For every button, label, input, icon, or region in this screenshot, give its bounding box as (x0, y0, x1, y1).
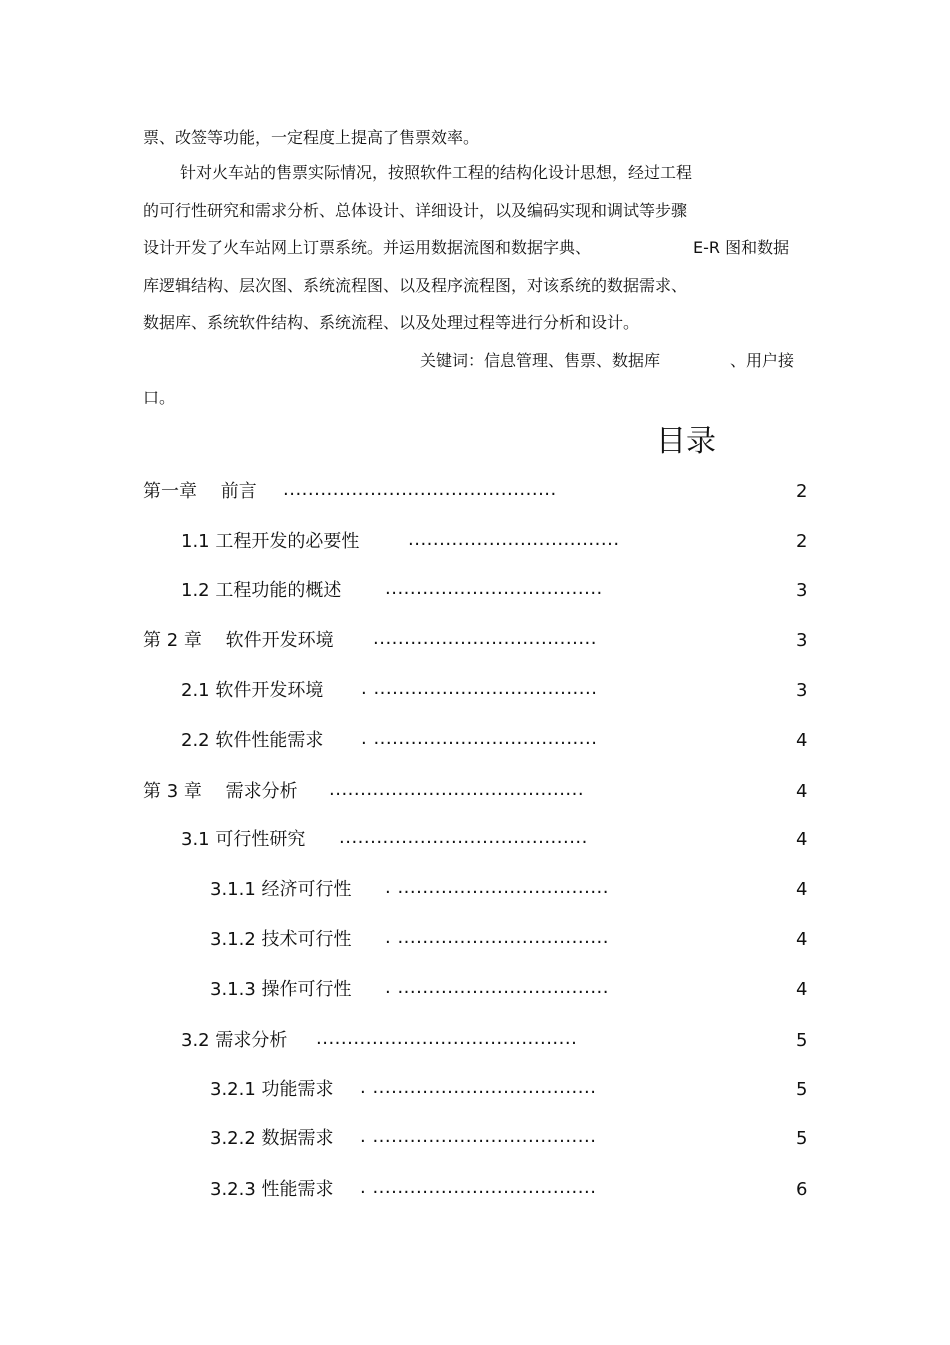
toc-entry-label: 3.2 需求分析 (181, 1030, 288, 1051)
toc-entry-leader: . .................................. (385, 927, 609, 948)
toc-entry-leader: .................................... (373, 628, 597, 649)
abstract-line: 针对火车站的售票实际情况，按照软件工程的结构化设计思想，经过工程 (180, 163, 693, 182)
toc-title: 目录 (656, 424, 716, 459)
abstract-line: 票、改签等功能，一定程度上提高了售票效率。 (143, 128, 480, 147)
toc-entry-page: 5 (796, 1030, 808, 1051)
toc-entry-leader: ......................................... (329, 779, 585, 800)
abstract-line: E-R 图和数据 (693, 238, 790, 257)
toc-entry-page: 4 (796, 730, 808, 751)
abstract-line: 数据库、系统软件结构、系统流程、以及处理过程等进行分析和设计。 (143, 313, 640, 332)
toc-entry-page: 4 (796, 979, 808, 1000)
toc-entry-page: 4 (796, 829, 808, 850)
abstract-line: 的可行性研究和需求分析、总体设计、详细设计，以及编码实现和调试等步骤 (143, 201, 688, 220)
toc-entry-page: 2 (796, 531, 808, 552)
toc-entry-leader: . .................................... (360, 1126, 597, 1147)
toc-entry-page: 3 (796, 680, 808, 701)
abstract-line: 库逻辑结构、层次图、系统流程图、以及程序流程图，对该系统的数据需求、 (143, 276, 688, 295)
toc-entry-page: 3 (796, 580, 808, 601)
keywords: 关键词：信息管理、售票、数据库 (420, 351, 661, 370)
toc-entry-label: 第 3 章 需求分析 (143, 781, 298, 802)
toc-entry-leader: .......................................... (316, 1028, 578, 1049)
toc-entry-page: 4 (796, 929, 808, 950)
toc-entry-leader: ........................................ (339, 827, 588, 848)
toc-entry-label: 2.1 软件开发环境 (181, 680, 324, 701)
keywords: 口。 (143, 388, 176, 407)
toc-entry-page: 5 (796, 1128, 808, 1149)
toc-entry-label: 3.2.3 性能需求 (210, 1179, 334, 1200)
toc-entry-page: 2 (796, 481, 808, 502)
toc-entry-leader: . .................................... (360, 1177, 597, 1198)
toc-entry-label: 3.2.2 数据需求 (210, 1128, 334, 1149)
toc-entry-leader: . .................................... (361, 728, 598, 749)
toc-entry-label: 第一章 前言 (143, 481, 257, 502)
toc-entry-page: 6 (796, 1179, 808, 1200)
toc-entry-leader: . .................................... (361, 678, 598, 699)
toc-entry-label: 3.1 可行性研究 (181, 829, 306, 850)
toc-entry-leader: .................................. (408, 529, 620, 550)
toc-entry-label: 1.2 工程功能的概述 (181, 580, 342, 601)
toc-entry-label: 2.2 软件性能需求 (181, 730, 324, 751)
toc-entry-leader: . .................................. (385, 877, 609, 898)
toc-entry-label: 3.1.1 经济可行性 (210, 879, 352, 900)
toc-entry-label: 3.1.2 技术可行性 (210, 929, 352, 950)
toc-entry-leader: ............................................ (283, 479, 557, 500)
toc-entry-page: 4 (796, 781, 808, 802)
toc-entry-label: 1.1 工程开发的必要性 (181, 531, 360, 552)
toc-entry-page: 5 (796, 1079, 808, 1100)
toc-entry-label: 3.1.3 操作可行性 (210, 979, 352, 1000)
toc-entry-label: 3.2.1 功能需求 (210, 1079, 334, 1100)
toc-entry-label: 第 2 章 软件开发环境 (143, 630, 334, 651)
toc-entry-leader: . .................................. (385, 977, 609, 998)
toc-entry-page: 4 (796, 879, 808, 900)
keywords: 、用户接 (730, 351, 795, 370)
toc-entry-leader: ................................... (385, 578, 603, 599)
toc-entry-leader: . .................................... (360, 1077, 597, 1098)
toc-entry-page: 3 (796, 630, 808, 651)
abstract-line: 设计开发了火车站网上订票系统。并运用数据流图和数据字典、 (143, 238, 592, 257)
